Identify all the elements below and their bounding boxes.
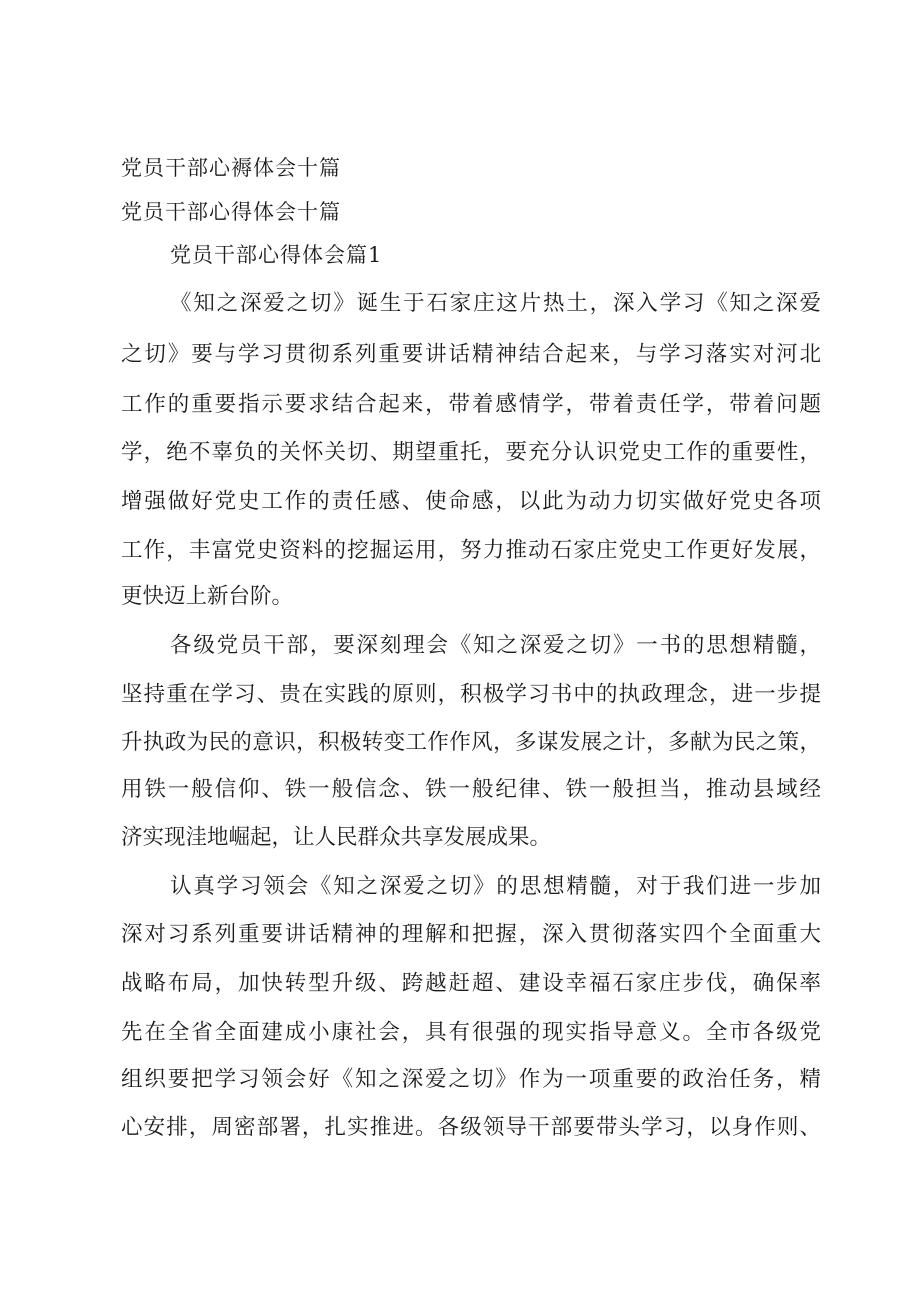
paragraph-2-line-5: 济实现洼地崛起，让人民群众共享发展成果。 [121,825,552,850]
section-heading: 党员干部心得体会篇1 [170,243,383,267]
paragraph-3-line-1: 认真学习领会《知之深爱之切》的思想精髓，对于我们进一步加 [170,874,821,899]
paragraph-3-line-5: 组织要把学习领会好《知之深爱之切》作为一项重要的政治任务，精 [121,1067,821,1092]
document-title-line-2: 党员干部心得体会十篇 [121,200,341,224]
paragraph-1-line-6: 工作，丰富党史资料的挖掘运用，努力推动石家庄党史工作更好发展， [121,538,821,563]
paragraph-3-line-2: 深对习系列重要讲话精神的理解和把握，深入贯彻落实四个全面重大 [121,922,821,947]
paragraph-2-line-1: 各级党员干部，要深刻理会《知之深爱之切》一书的思想精髓， [170,633,821,658]
paragraph-1-line-3: 工作的重要指示要求结合起来，带着感情学，带着责任学，带着问题 [121,392,821,417]
paragraph-1-line-5: 增强做好党史工作的责任感、使命感，以此为动力切实做好党史各项 [121,489,821,514]
paragraph-2-line-4: 用铁一般信仰、铁一般信念、铁一般纪律、铁一般担当，推动县域经 [121,777,821,802]
paragraph-3-line-4: 先在全省全面建成小康社会，具有很强的现实指导意义。全市各级党 [121,1020,821,1045]
paragraph-3-line-3: 战略布局，加快转型升级、跨越赶超、建设幸福石家庄步伐，确保率 [121,971,821,996]
paragraph-3-line-6: 心安排，周密部署，扎实推进。各级领导干部要带头学习，以身作则、 [121,1115,821,1140]
paragraph-1-line-1: 《知之深爱之切》诞生于石家庄这片热土，深入学习《知之深爱 [170,291,821,316]
paragraph-1-line-4: 学，绝不辜负的关怀关切、期望重托，要充分认识党史工作的重要性， [121,440,821,465]
paragraph-2-line-2: 坚持重在学习、贵在实践的原则，积极学习书中的执政理念，进一步提 [121,682,821,707]
paragraph-2-line-3: 升执政为民的意识，积极转变工作作风，多谋发展之计，多献为民之策， [121,730,821,755]
paragraph-1-line-2: 之切》要与学习贯彻系列重要讲话精神结合起来，与学习落实对河北 [121,342,821,367]
paragraph-1-line-7: 更快迈上新台阶。 [121,584,294,609]
document-title-line-1: 党员干部心褥体会十篇 [121,156,341,180]
